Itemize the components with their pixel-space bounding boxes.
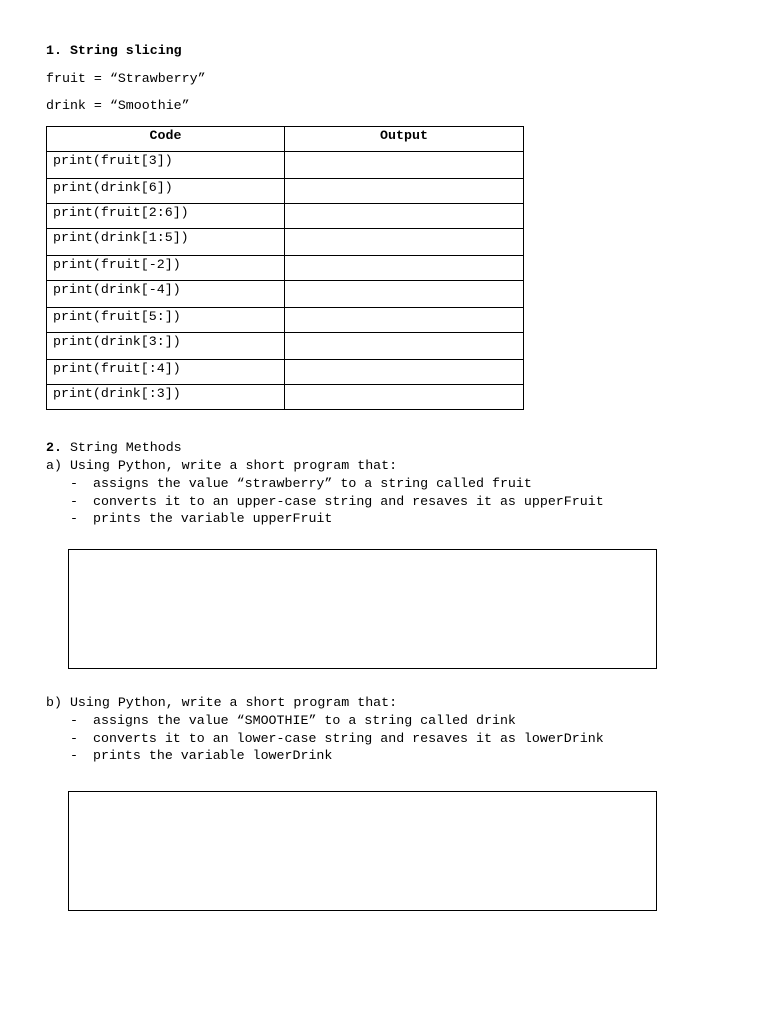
fruit-assignment: fruit = “Strawberry” [46, 71, 206, 86]
code-cell: print(fruit[2:6]) [47, 204, 285, 229]
q1-title: String slicing [69, 43, 182, 58]
q1-heading [46, 43, 182, 59]
list-item: - prints the variable upperFruit [70, 511, 333, 527]
q2a-intro-line [46, 458, 397, 474]
q2a-item-1: assigns the value “strawberry” to a string called fruit [93, 476, 532, 491]
q2a-requirements-list [70, 475, 604, 528]
output-cell[interactable] [285, 229, 524, 256]
list-item: - prints the variable lowerDrink [70, 748, 333, 764]
output-cell[interactable] [285, 333, 524, 360]
q1-number: 1. [46, 43, 62, 58]
q2b-intro-line [46, 695, 397, 711]
table-row [47, 152, 524, 179]
list-item: - assigns the value “SMOOTHIE” to a string called drink [70, 713, 516, 728]
q2b-label: b) [46, 695, 62, 710]
table-row [47, 179, 524, 204]
table-row [47, 308, 524, 333]
list-item: - assigns the value “strawberry” to a string called fruit [70, 476, 532, 491]
q2a-item-2: converts it to an upper-case string and resaves it as upperFruit [93, 493, 604, 509]
q2-number: 2. [46, 440, 62, 455]
code-cell: print(fruit[-2]) [47, 256, 285, 281]
table-header-row [47, 127, 524, 152]
table-row [47, 385, 524, 410]
code-cell: print(fruit[5:]) [47, 308, 285, 333]
code-cell: print(drink[:3]) [47, 385, 285, 410]
slicing-table [46, 126, 524, 410]
output-cell[interactable] [285, 281, 524, 308]
output-cell[interactable] [285, 256, 524, 281]
q2b-item-1: assigns the value “SMOOTHIE” to a string called drink [93, 713, 516, 728]
q2a-label: a) [46, 458, 62, 473]
output-cell[interactable] [285, 152, 524, 179]
code-cell: print(fruit[3]) [47, 152, 285, 179]
q2-heading [46, 440, 182, 456]
list-item: - converts it to an upper-case string and resaves it as upperFruit [70, 493, 604, 509]
table-row [47, 360, 524, 385]
list-item: - converts it to an lower-case string and resaves it as lowerDrink [70, 730, 604, 746]
code-cell: print(drink[3:]) [47, 333, 285, 360]
code-cell: print(drink[1:5]) [47, 229, 285, 256]
code-cell: print(drink[6]) [47, 179, 285, 204]
q2a-intro: Using Python, write a short program that: [69, 458, 398, 473]
output-cell[interactable] [285, 385, 524, 410]
output-cell[interactable] [285, 360, 524, 385]
q2a-item-3: prints the variable upperFruit [93, 511, 333, 527]
code-cell: print(drink[-4]) [47, 281, 285, 308]
code-cell: print(fruit[:4]) [47, 360, 285, 385]
table-row [47, 256, 524, 281]
drink-assignment: drink = “Smoothie” [46, 98, 190, 113]
table-row [47, 204, 524, 229]
q2b-item-2: converts it to an lower-case string and resaves it as lowerDrink [93, 730, 604, 746]
table-row [47, 229, 524, 256]
table-row [47, 333, 524, 360]
q2b-answer-box[interactable] [68, 791, 657, 911]
q2-title: String Methods [69, 440, 182, 455]
q2b-requirements-list [70, 712, 604, 765]
q2a-answer-box[interactable] [68, 549, 657, 669]
code-column-header: Code [47, 127, 285, 152]
q2b-intro: Using Python, write a short program that: [69, 695, 398, 710]
q2b-item-3: prints the variable lowerDrink [93, 748, 333, 764]
output-cell[interactable] [285, 308, 524, 333]
output-column-header: Output [285, 127, 524, 152]
table-row [47, 281, 524, 308]
output-cell[interactable] [285, 179, 524, 204]
output-cell[interactable] [285, 204, 524, 229]
